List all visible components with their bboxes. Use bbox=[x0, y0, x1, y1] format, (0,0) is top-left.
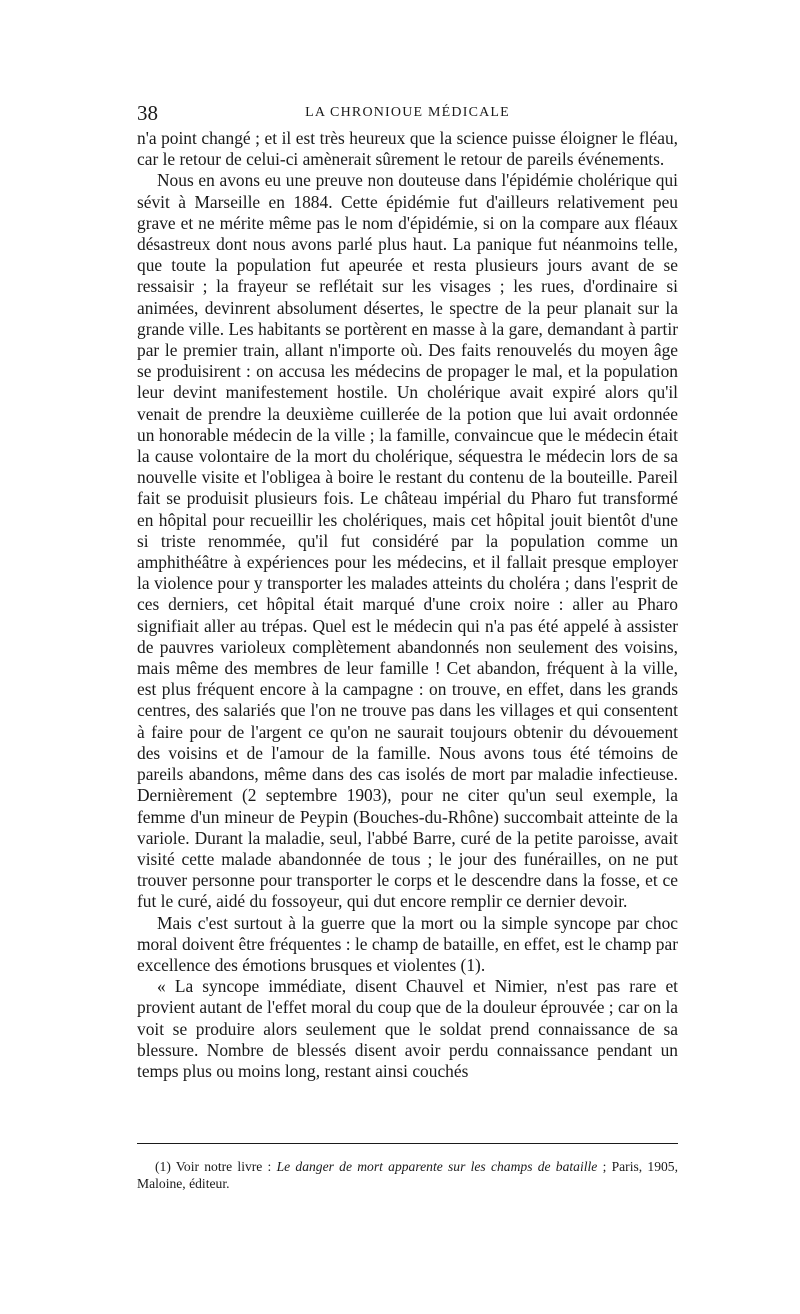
page-number: 38 bbox=[137, 101, 158, 125]
footnote bbox=[137, 1158, 678, 1192]
paragraph: Mais c'est surtout à la guerre que la mort ou la simple syncope par choc moral doivent être fréquentes : le champ de bataille, en effet, est le champ par excellence des émotions brusques et violentes (1). bbox=[137, 912, 678, 975]
footnote-rest: ; Paris, 1905, Maloine, éditeur. bbox=[137, 1159, 678, 1191]
running-title: LA CHRONIOUE MÉDICALE bbox=[305, 105, 510, 120]
footnote-book-title: Le danger de mort apparente sur les champs de bataille bbox=[276, 1159, 598, 1174]
paragraph: n'a point changé ; et il est très heureux que la science puisse éloigner le fléau, car le retour de celui-ci amènerait sûrement le retour de pareils événements. bbox=[137, 128, 678, 170]
body-text bbox=[137, 128, 678, 1082]
paragraph: Nous en avons eu une preuve non douteuse dans l'épidémie cholérique qui sévit à Marseille en 1884. Cette épidémie fut d'ailleurs relativement peu grave et ne mérite même pas le nom d'épidémie, si on la compare aux fléaux désastreux dont nous avons parlé plus haut. La panique fut néanmoins telle, que toute la population fut apeurée et resta plusieurs jours avant de se ressaisir ; la frayeur se reflétait sur les visages ; les rues, d'ordinaire si animées, devinrent absolument désertes, le spectre de la peur planait sur la grande ville. Les habitants se portèrent en masse à la gare, demandant à partir par le premier train, allant n'importe où. Des faits renouvelés du moyen âge se produisirent : on accusa les médecins de propager le mal, et la population leur devint manifestement hostile. Un cholérique avait expiré alors qu'il venait de prendre la deuxième cuillerée de la potion que lui avait ordonnée un honorable médecin de la ville ; la famille, convaincue que le médecin était la cause volontaire de la mort du cholérique, séquestra le médecin lors de sa nouvelle visite et l'obligea à boire le restant du contenu de la bouteille. Pareil fait se produisit plusieurs fois. Le château impérial du Pharo fut transformé en hôpital pour recueillir les cholériques, mais cet hôpital jouit bientôt d'une si triste renommée, qu'il fut considéré par la population comme un amphithéâtre à expériences pour les médecins, et il fallait presque employer la violence pour y transporter les malades atteints du choléra ; dans l'esprit de ces derniers, cet hôpital était marqué d'une croix noire : aller au Pharo signifiait aller au trépas. Quel est le médecin qui n'a pas été appelé à assister de pauvres varioleux complètement abandonnés non seulement des voisins, mais même des membres de leur famille ! Cet abandon, fréquent à la ville, est plus fréquent encore à la campagne : on trouve, en effet, dans les grands centres, des salariés que l'on ne trouve pas dans les villages et qui consentent à faire pour de l'argent ce qu'on ne saurait toujours obtenir du dévouement des voisins et de l'amour de la famille. Nous avons tous été témoins de pareils abandons, même dans des cas isolés de mort par maladie infectieuse. Dernièrement (2 septembre 1903), pour ne citer qu'un seul exemple, la femme d'un mineur de Peypin (Bouches-du-Rhône) succombait atteinte de la variole. Durant la maladie, seul, l'abbé Barre, curé de la petite paroisse, avait visité cette malade abandonnée de tous ; le jour des funérailles, on ne put trouver personne pour transporter le corps et le descendre dans la fosse, et ce fut le curé, aidé du fossoyeur, qui dut encore remplir ce dernier devoir. bbox=[137, 170, 678, 912]
footnote-marker: (1) Voir notre livre : bbox=[155, 1159, 277, 1174]
footnote-divider bbox=[137, 1143, 678, 1144]
page-header bbox=[137, 100, 678, 126]
paragraph: « La syncope immédiate, disent Chauvel et Nimier, n'est pas rare et provient autant de l'effet moral du coup que de la douleur éprouvée ; car on la voit se produire alors seulement que le soldat prend connaissance de sa blessure. Nombre de blessés disent avoir perdu connaissance pendant un temps plus ou moins long, restant ainsi couchés bbox=[137, 976, 678, 1081]
